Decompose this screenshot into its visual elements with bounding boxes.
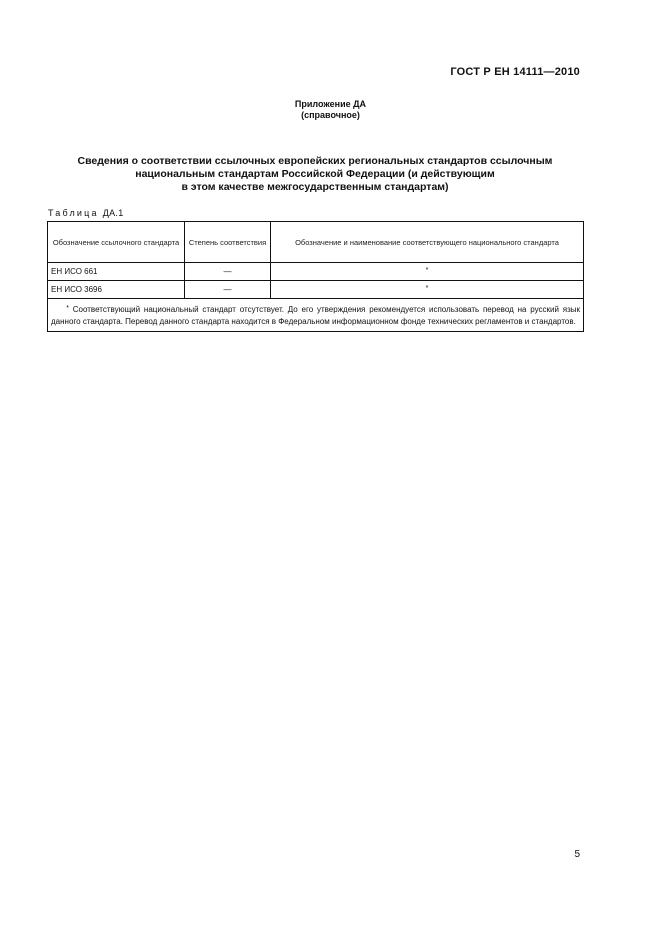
table-row	[48, 281, 584, 299]
table-caption-word: Таблица	[48, 208, 99, 218]
annex-title-line: Сведения о соответствии ссылочных европейских региональных стандартов ссылочным	[77, 155, 553, 167]
standard-code: ГОСТ Р ЕН 14111—2010	[450, 66, 580, 78]
page-number: 5	[574, 849, 580, 860]
table-caption	[48, 208, 124, 218]
reference-table	[47, 221, 584, 332]
footnote-marker: *	[425, 267, 429, 274]
cell-reference: ЕН ИСО 3696	[48, 281, 185, 299]
cell-degree: —	[185, 263, 271, 281]
footnote-marker: *	[425, 285, 429, 292]
annex-label: Приложение ДА	[294, 99, 367, 109]
cell-national	[271, 281, 584, 299]
table-caption-number: ДА.1	[102, 208, 124, 218]
footnote-text: Соответствующий национальный стандарт отсутствует. До его утверждения рекомендуется использовать перевод на русский язык данного стандарта. Перевод данного стандарта находится в Федеральном информационном фонде технических регламентов и стандартов.	[51, 305, 580, 326]
table-row	[48, 263, 584, 281]
annex-title-line: в этом качестве межгосударственным стандартам)	[181, 181, 449, 193]
cell-national	[271, 263, 584, 281]
annex-heading	[0, 99, 661, 121]
column-header-national: Обозначение и наименование соответствующего национального стандарта	[271, 222, 584, 263]
annex-title	[45, 155, 585, 194]
annex-title-line: национальным стандартам Российской Федерации (и действующим	[135, 168, 495, 180]
annex-type: (справочное)	[301, 110, 360, 120]
footnote-marker: *	[66, 305, 69, 312]
column-header-degree: Степень соответствия	[185, 222, 271, 263]
table-header-row	[48, 222, 584, 263]
column-header-reference: Обозначение ссылочного стандарта	[48, 222, 185, 263]
table-footnote-row	[48, 299, 584, 332]
cell-degree: —	[185, 281, 271, 299]
cell-reference: ЕН ИСО 661	[48, 263, 185, 281]
table-footnote	[48, 299, 584, 332]
